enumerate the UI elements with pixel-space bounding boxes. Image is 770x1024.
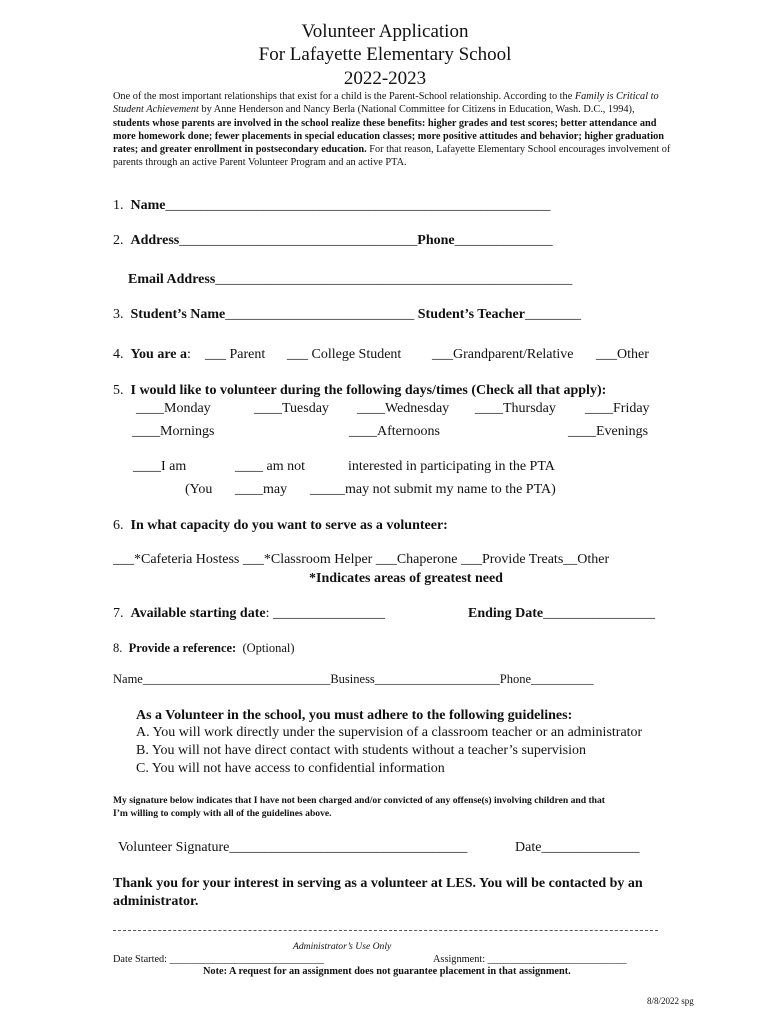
monday-option[interactable]: ____Monday	[136, 401, 211, 416]
student-teacher-label: Student’s Teacher	[417, 307, 525, 322]
address-line[interactable]: __________________________________	[179, 233, 418, 248]
question-number: 5.	[113, 383, 124, 398]
capacity-options[interactable]: ___*Cafeteria Hostess ___*Classroom Helper ___Chaperone ___Provide Treats__Other	[113, 552, 610, 567]
question-number: 1.	[113, 198, 124, 213]
pta-am-not-option[interactable]: ____ am not	[235, 459, 305, 474]
school-name: For Lafayette Elementary School	[258, 44, 512, 65]
end-date-field[interactable]	[468, 606, 655, 622]
end-date-label: Ending Date	[468, 606, 544, 621]
thank-you-text: administrator.	[113, 894, 199, 909]
pta-may-option[interactable]: ____may	[235, 482, 288, 497]
student-name-line[interactable]: ___________________________	[225, 307, 415, 322]
question-number: 7.	[113, 606, 124, 621]
student-field[interactable]	[113, 307, 581, 323]
signature-field[interactable]	[118, 840, 467, 856]
phone-line[interactable]: ______________	[454, 233, 553, 248]
optional-note: (Optional)	[242, 641, 295, 655]
intro-text: One of the most important relationships that exist for a child is the Parent-School relationship. According to the	[113, 91, 575, 102]
school-year: 2022-2023	[343, 68, 427, 89]
address-field[interactable]	[113, 233, 553, 249]
email-field[interactable]	[128, 272, 572, 288]
name-line[interactable]: _______________________________________________________	[165, 198, 551, 213]
pta-i-am-option[interactable]: ____I am	[133, 459, 187, 474]
question-number: 4.	[113, 347, 124, 362]
end-date-line[interactable]: ________________	[543, 606, 656, 621]
question-number: 2.	[113, 233, 124, 248]
question-number: 3.	[113, 307, 124, 322]
assignment-field[interactable]: Assignment: ___________________________	[433, 954, 627, 965]
guidelines-heading: As a Volunteer in the school, you must adhere to the following guidelines:	[136, 708, 573, 723]
friday-option[interactable]: ____Friday	[585, 401, 650, 416]
availability-question	[113, 383, 606, 399]
guideline-item: A. You will work directly under the supervision of a classroom teacher or an administrator	[136, 725, 643, 740]
thursday-option[interactable]: ____Thursday	[475, 401, 556, 416]
reference-label: Provide a reference:	[128, 641, 237, 655]
form-title: Volunteer Application	[301, 21, 469, 42]
intro-benefits: students whose parents are involved in the school realize these benefits: higher grades and test scores; better attendance and more homework done; fewer placements in special education classes; more positive attitudes and behavior; higher graduation rates; and greater enrollment in postsecondary education.	[113, 117, 664, 156]
reference-line[interactable]: Name______________________________Business____________________Phone__________	[113, 672, 594, 686]
capacity-question	[113, 518, 448, 534]
role-college-student-option[interactable]: ___ College Student	[287, 347, 402, 362]
colon: :	[187, 347, 191, 362]
start-date-label: Available starting date	[130, 606, 266, 621]
intro-text: by Anne Henderson and Nancy Berla (National Committee for Citizens in Education, Wash. D.C., 1994),	[198, 104, 635, 116]
intro-paragraph	[113, 90, 673, 170]
question-number: 6.	[113, 518, 124, 533]
footer-stamp: 8/8/2022 spg	[647, 996, 694, 1006]
pta-interest-text: interested in participating in the PTA	[348, 459, 555, 474]
tuesday-option[interactable]: ____Tuesday	[254, 401, 329, 416]
mornings-option[interactable]: ____Mornings	[132, 424, 215, 439]
start-date-field[interactable]	[113, 606, 385, 622]
email-line[interactable]: ___________________________________________________	[215, 272, 573, 287]
intro-text: For that reason, Lafayette Elementary School encourages involvement of parents through an active Parent Volunteer Program and an active PTA.	[113, 144, 671, 169]
afternoons-option[interactable]: ____Afternoons	[349, 424, 440, 439]
pta-may-not-option[interactable]: _____may not submit my name to the PTA)	[310, 482, 556, 497]
question-number: 8.	[113, 641, 123, 655]
admin-heading: Administrator’s Use Only	[293, 941, 392, 952]
role-other-option[interactable]: ___Other	[596, 347, 649, 362]
availability-label: I would like to volunteer during the following days/times (Check all that apply):	[130, 383, 607, 398]
start-date-line[interactable]: : ________________	[265, 606, 385, 621]
thank-you-text: Thank you for your interest in serving as a volunteer at LES. You will be contacted by an	[113, 876, 643, 891]
signature-note: I’m willing to comply with all of the guidelines above.	[113, 808, 332, 819]
student-name-label: Student’s Name	[130, 307, 226, 322]
signature-line[interactable]: __________________________________	[229, 840, 468, 855]
role-label: You are a	[130, 347, 188, 362]
guideline-item: C. You will not have access to confidential information	[136, 761, 445, 776]
signature-date-label: Date	[515, 840, 542, 855]
name-field[interactable]	[113, 198, 551, 214]
role-question	[113, 347, 191, 363]
signature-date-field[interactable]	[515, 840, 639, 856]
pta-you-text: (You	[185, 482, 213, 497]
admin-divider	[113, 930, 658, 931]
signature-date-line[interactable]: ______________	[541, 840, 640, 855]
admin-note: Note: A request for an assignment does not guarantee placement in that assignment.	[203, 966, 571, 977]
wednesday-option[interactable]: ____Wednesday	[357, 401, 450, 416]
signature-note: My signature below indicates that I have not been charged and/or convicted of any offense(s) involving children and that	[113, 795, 605, 806]
email-label: Email Address	[128, 272, 216, 287]
date-started-field[interactable]: Date Started: ______________________________	[113, 954, 325, 965]
role-grandparent-option[interactable]: ___Grandparent/Relative	[432, 347, 574, 362]
capacity-label: In what capacity do you want to serve as a volunteer:	[130, 518, 448, 533]
name-label: Name	[130, 198, 166, 213]
address-label: Address	[130, 233, 180, 248]
reference-question	[113, 641, 295, 656]
role-parent-option[interactable]: ___ Parent	[205, 347, 266, 362]
guideline-item: B. You will not have direct contact with students without a teacher’s supervision	[136, 743, 587, 758]
signature-label: Volunteer Signature	[118, 840, 230, 855]
greatest-need-note: *Indicates areas of greatest need	[309, 571, 503, 586]
student-teacher-line[interactable]: ________	[524, 307, 581, 322]
book-title: Family is Critical to Student Achievement	[113, 91, 659, 116]
evenings-option[interactable]: ____Evenings	[568, 424, 649, 439]
phone-label: Phone	[417, 233, 455, 248]
